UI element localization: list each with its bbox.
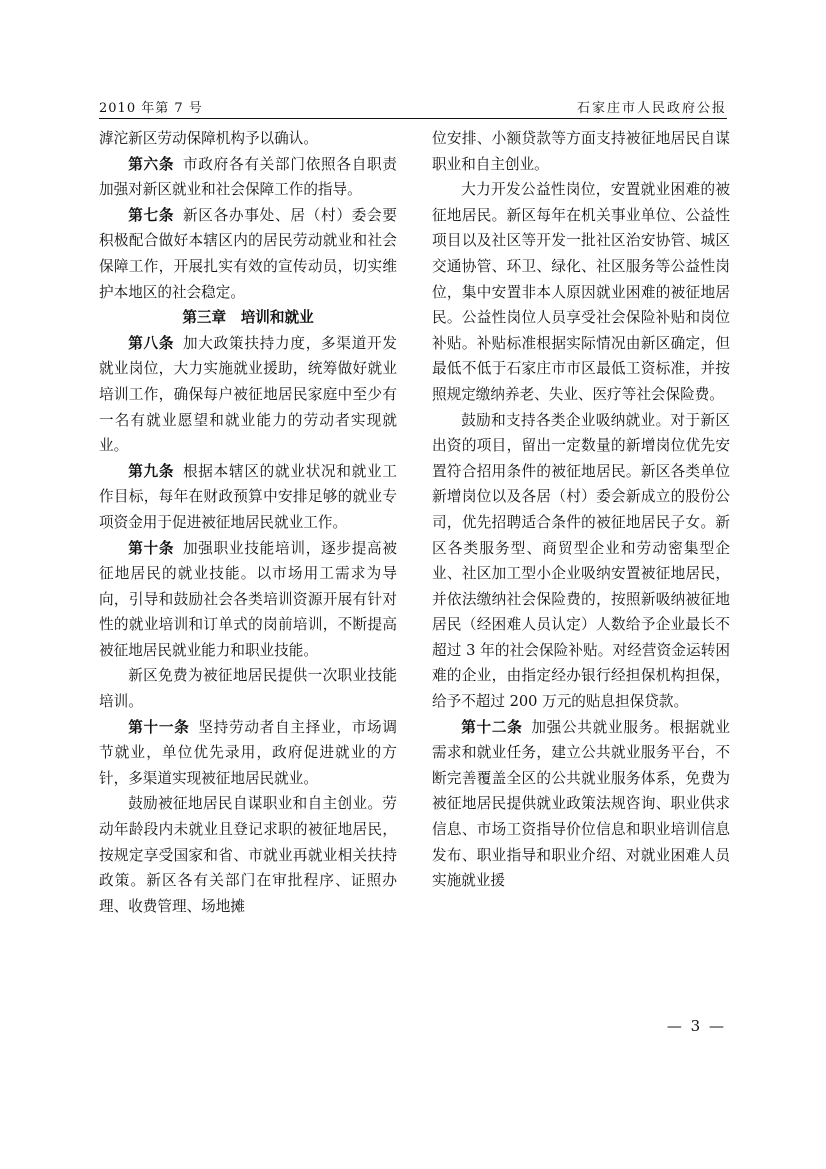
paragraph: 新区免费为被征地居民提供一次职业技能培训。 — [99, 667, 397, 711]
paragraph: 大力开发公益性岗位，安置就业困难的被征地居民。新区每年在机关事业单位、公益性项目以及社区等开发一批社区治安协管、城区交通协管、环卫、绿化、社区服务等公益性岗位，集中安置非本人原因就业困难的被征地居民。公益性岗位人员享受社会保险补贴和岗位补贴。补贴标准根据实际情况由新区确定，但最低不低于石家庄市市区最低工资标准，并按照规定缴纳养老、失业、医疗等社会保险费。 — [432, 181, 730, 403]
article-text: 加大政策扶持力度，多渠道开发就业岗位，大力实施就业援助，统筹做好就业培训工作，确保每户被征地居民家庭中至少有一名有就业愿望和就业能力的劳动者实现就业。 — [99, 334, 397, 455]
article-label: 第八条 — [128, 334, 175, 352]
article-label: 第七条 — [128, 206, 175, 224]
header-rule — [99, 118, 727, 119]
left-column — [99, 126, 397, 1031]
article-text: 根据本辖区的就业状况和就业工作目标，每年在财政预算中安排足够的就业专项资金用于促进被征地居民就业工作。 — [99, 462, 397, 531]
article-10 — [99, 536, 397, 664]
article-text: 加强职业技能培训，逐步提高被征地居民的就业技能。以市场用工需求为导向，引导和鼓励社会各类培训资源开展有针对性的就业培训和订单式的岗前培训，不断提高被征地居民就业能力和职业技能。 — [99, 539, 397, 659]
paragraph: 鼓励和支持各类企业吸纳就业。对于新区出资的项目，留出一定数量的新增岗位优先安置符合招用条件的被征地居民。新区各类单位新增岗位以及各居（村）委会新成立的股份公司，优先招聘适合条件的被征地居民子女。新区各类服务型、商贸型企业和劳动密集型企业、社区加工型小企业吸纳安置被征地居民，并依法缴纳社会保险费的，按照新吸纳被征地居民（经困难人员认定）人数给予企业最长不超过 3 年的社会保险补贴。对经营资金运转困难的企业，由指定经办银行经担保机构担保，给予不超过 200 万元的贴息担保贷款。 — [432, 411, 730, 711]
article-label: 第六条 — [128, 155, 175, 173]
article-text: 加强公共就业服务。根据就业需求和就业任务，建立公共就业服务平台，不断完善覆盖全区的公共就业服务体系，免费为被征地居民提供就业政策法规咨询、职业供求信息、市场工资指导价位信息和职业培训信息发布、职业指导和职业介绍、对就业困难人员实施就业援 — [432, 718, 730, 890]
page-number: — 3 — — [666, 1017, 726, 1035]
issue-label: 2010 年第 7 号 — [99, 101, 203, 116]
article-12 — [432, 715, 730, 894]
chapter-title: 第三章 培训和就业 — [182, 309, 314, 327]
publication-title: 石家庄市人民政府公报 — [576, 101, 727, 116]
paragraph: 鼓励被征地居民自谋职业和自主创业。劳动年龄段内未就业且登记求职的被征地居民，按规定享受国家和省、市就业再就业相关扶持政策。新区各有关部门在审批程序、证照办理、收费管理、场地摊 — [99, 795, 397, 915]
article-label: 第十二条 — [461, 718, 523, 736]
article-8 — [99, 331, 397, 459]
article-text: 市政府各有关部门依照各自职责加强对新区就业和社会保障工作的指导。 — [99, 155, 397, 199]
article-text: 坚持劳动者自主择业，市场调节就业，单位优先录用，政府促进就业的方针，多渠道实现被征地居民就业。 — [99, 718, 397, 787]
right-column — [432, 126, 730, 1031]
article-9 — [99, 459, 397, 536]
paragraph: 滹沱新区劳动保障机构予以确认。 — [99, 130, 318, 147]
article-label: 第十条 — [128, 539, 175, 557]
article-label: 第十一条 — [128, 718, 190, 736]
page-header — [99, 95, 727, 117]
paragraph: 位安排、小额贷款等方面支持被征地居民自谋职业和自主创业。 — [432, 130, 730, 173]
article-7 — [99, 203, 397, 305]
article-text: 新区各办事处、居（村）委会要积极配合做好本辖区内的居民劳动就业和社会保障工作，开展扎实有效的宣传动员，切实维护本地区的社会稳定。 — [99, 206, 397, 301]
article-11 — [99, 715, 397, 792]
article-label: 第九条 — [128, 462, 175, 480]
article-6 — [99, 152, 397, 203]
